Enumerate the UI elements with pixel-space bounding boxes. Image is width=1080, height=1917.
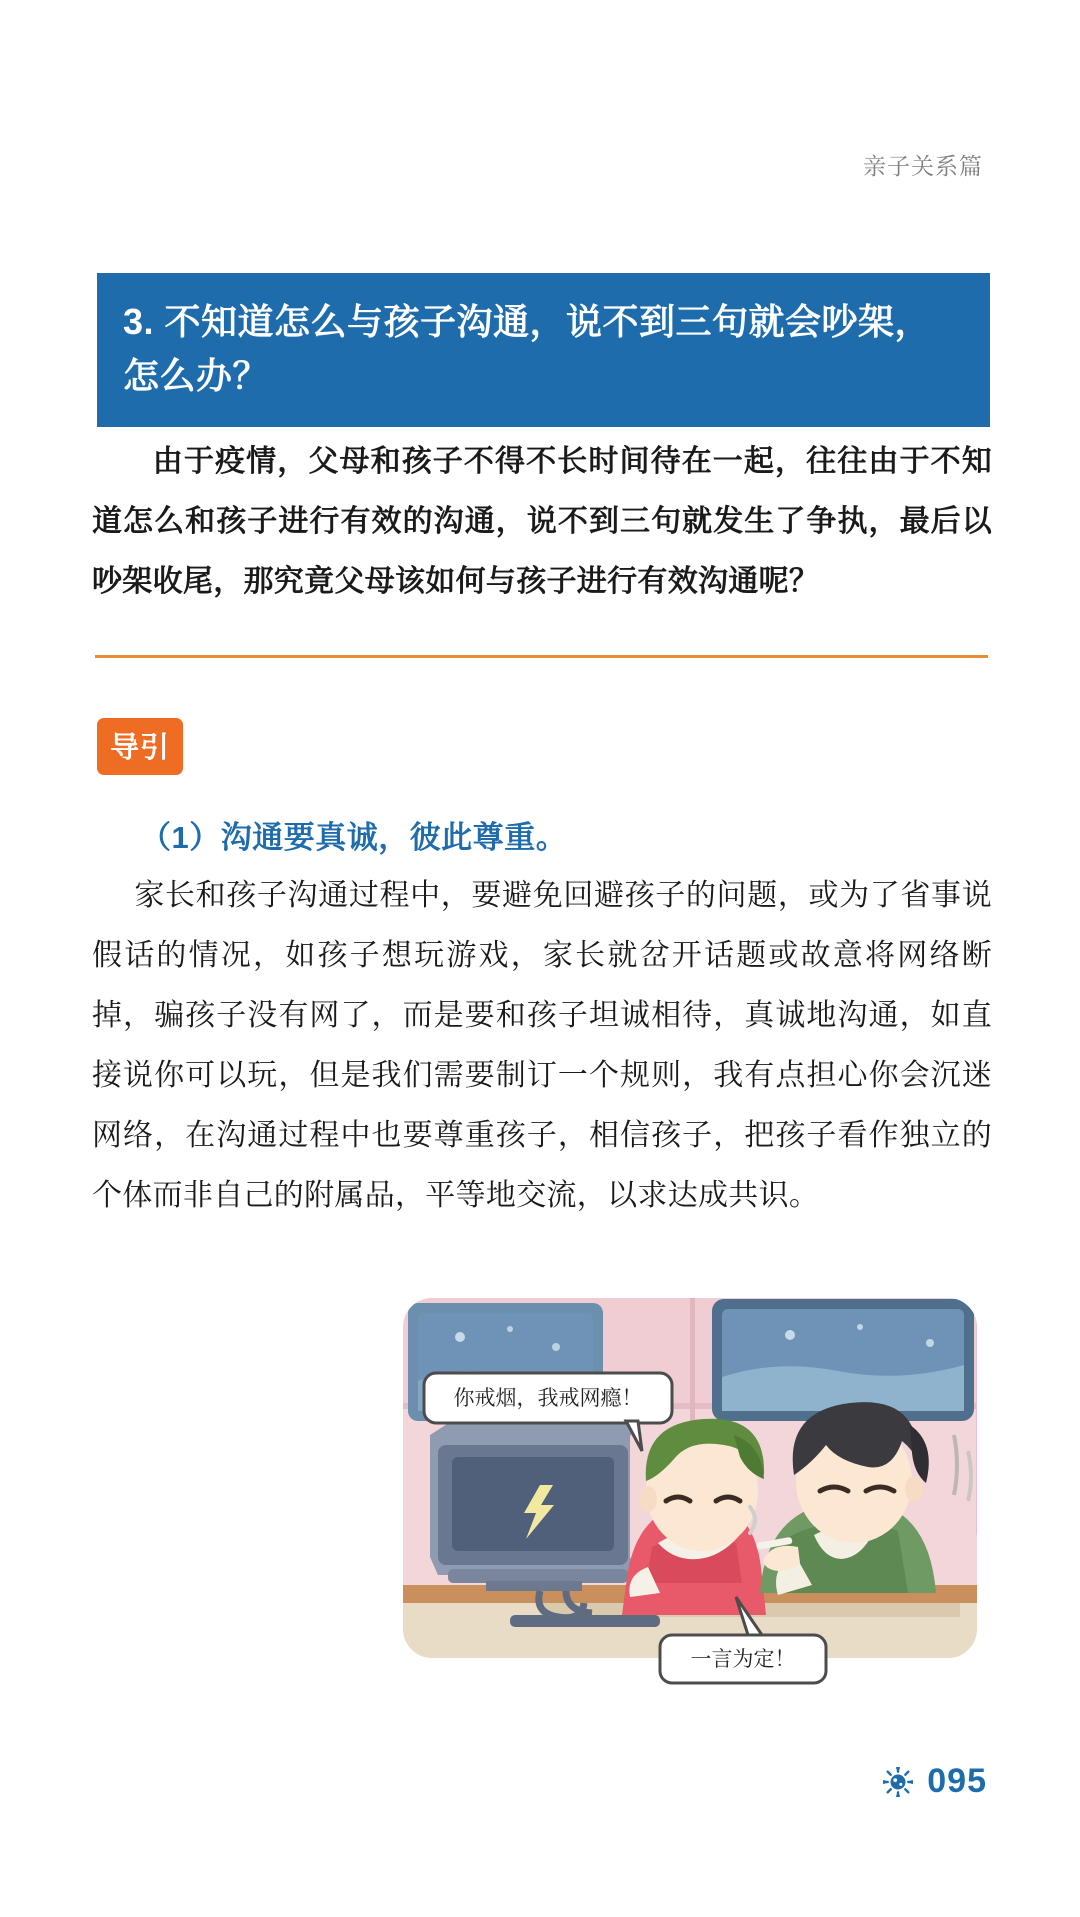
page-footer — [883, 1762, 987, 1801]
virus-icon — [883, 1767, 913, 1797]
guide-tag: 导引 — [97, 718, 183, 775]
intro-paragraph — [92, 432, 992, 612]
illustration — [390, 1285, 990, 1705]
svg-text:你戒烟，我戒网瘾！: 你戒烟，我戒网瘾！ — [453, 1387, 643, 1410]
page-number: 095 — [927, 1762, 987, 1800]
body-paragraph-text: 家长和孩子沟通过程中，要避免回避孩子的问题，或为了省事说假话的情况，如孩子想玩游戏，家长就岔开话题或故意将网络断掉，骗孩子没有网了，而是要和孩子坦诚相待，真诚地沟通，如直接说你可以玩，但是我们需要制订一个规则，我有点担心你会沉迷网络，在沟通过程中也要尊重孩子，相信孩子，把孩子看作独立的个体而非自己的附属品，平等地交流，以求达成共识。 — [92, 879, 992, 1212]
running-head: 亲子关系篇 — [863, 153, 983, 179]
svg-text:一言为定！: 一言为定！ — [690, 1648, 796, 1671]
section-divider — [95, 655, 988, 658]
intro-paragraph-text: 由于疫情，父母和孩子不得不长时间待在一起，往往由于不知道怎么和孩子进行有效的沟通，说不到三句就发生了争执，最后以吵架收尾，那究竟父母该如何与孩子进行有效沟通呢？ — [92, 445, 992, 598]
subsection-heading: （1）沟通要真诚，彼此尊重。 — [140, 820, 568, 855]
section-heading: 3. 不知道怎么与孩子沟通，说不到三句就会吵架，怎么办？ — [97, 273, 990, 427]
body-paragraph — [92, 866, 992, 1226]
